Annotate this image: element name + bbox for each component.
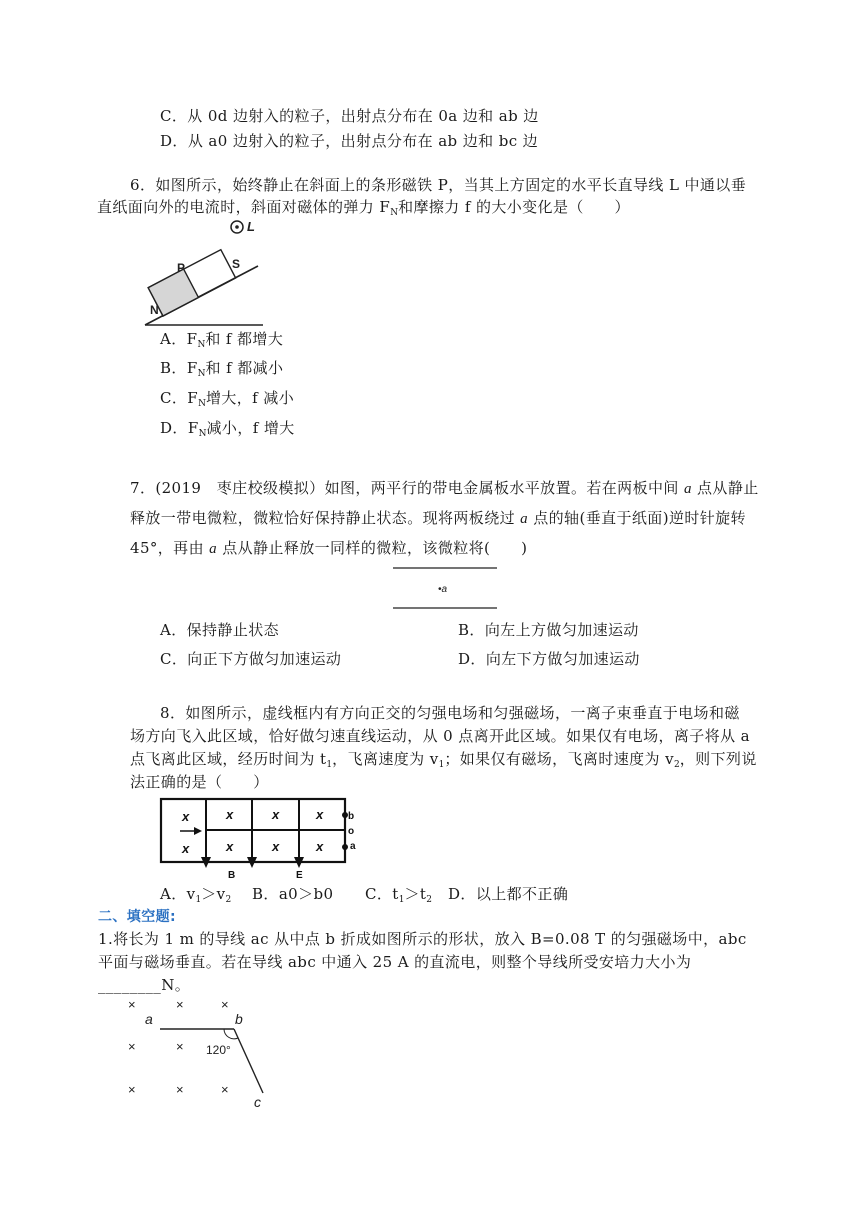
q7-stem-line2: 释放一带电微粒，微粒恰好保持静止状态。现将两板绕过 a 点的轴(垂直于纸面)逆时针旋转 bbox=[130, 509, 746, 527]
q8-label-a: a bbox=[350, 841, 356, 852]
q8-field-x: x bbox=[182, 841, 190, 856]
field-cross: × bbox=[128, 1082, 136, 1097]
wire-angle-label: 120° bbox=[206, 1043, 231, 1057]
q8-option-c: C．$t_1>t_2$ bbox=[365, 885, 433, 905]
q8-label-B: B bbox=[228, 870, 236, 881]
field-cross: × bbox=[176, 1082, 184, 1097]
q8-field-x: x bbox=[272, 839, 280, 854]
q7-stem-line1: 7．(2019 枣庄校级模拟）如图，两平行的带电金属板水平放置。若在两板中间 a 点从静止 bbox=[130, 479, 759, 497]
field-cross: × bbox=[128, 997, 136, 1012]
q8-stem-line1: 8．如图所示，虚线框内有方向正交的匀强电场和匀强磁场，一离子束垂直于电场和磁 bbox=[160, 704, 740, 722]
q7-option-d: D．向左下方做匀加速运动 bbox=[458, 650, 640, 668]
q6-label-L: L bbox=[247, 219, 255, 234]
q8-field-x: x bbox=[226, 839, 234, 854]
field-cross: × bbox=[128, 1039, 136, 1054]
q8-field-x: x bbox=[316, 839, 324, 854]
q6-stem-line2: 直纸面向外的电流时，斜面对磁体的弹力 $F_N$和摩擦力 f 的大小变化是（ ） bbox=[97, 198, 630, 218]
fill-q1-line1: 1.将长为 1 m 的导线 ac 从中点 b 折成如图所示的形状，放入 B=0.08 T 的匀强磁场中，abc bbox=[98, 930, 747, 948]
q8-stem-line4: 法正确的是（ ） bbox=[130, 773, 269, 791]
wire-label-a: a bbox=[145, 1011, 153, 1027]
q7-option-b: B．向左上方做匀加速运动 bbox=[458, 621, 639, 639]
field-cross: × bbox=[221, 997, 229, 1012]
q6-option-c: C．$F_N$增大，f 减小 bbox=[160, 389, 295, 409]
fill-q1-blank: ________N。 bbox=[98, 976, 191, 994]
wire-label-b: b bbox=[235, 1011, 243, 1027]
q8-field-x: x bbox=[226, 807, 234, 822]
fill-q1-line2: 平面与磁场垂直。若在导线 abc 中通入 25 A 的直流电，则整个导线所受安培力大小为 bbox=[98, 953, 692, 971]
q8-label-o: o bbox=[348, 826, 355, 837]
q7-label-a: •a bbox=[438, 584, 448, 595]
q8-option-b: B．a0＞b0 bbox=[252, 885, 334, 903]
wire-label-c: c bbox=[254, 1094, 261, 1110]
q8-label-E: E bbox=[296, 870, 303, 881]
q8-field-x: x bbox=[272, 807, 280, 822]
q6-stem-line1: 6．如图所示，始终静止在斜面上的条形磁铁 P，当其上方固定的水平长直导线 L 中通以垂 bbox=[130, 176, 747, 194]
q6-option-d: D．$F_N$减小，f 增大 bbox=[160, 419, 295, 439]
q6-label-P: P bbox=[177, 261, 186, 275]
q8-stem-line3: 点飞离此区域，经历时间为 $t_1$，飞离速度为 $v_1$；如果仅有磁场，飞离时速度为 $v_2$，则下列说 bbox=[130, 750, 757, 770]
q6-label-S: S bbox=[232, 257, 241, 271]
q8-option-a: A．$v_1>v_2$ bbox=[160, 885, 232, 905]
q7-option-a: A．保持静止状态 bbox=[160, 621, 280, 639]
q5-option-c: C．从 0d 边射入的粒子，出射点分布在 0a 边和 ab 边 bbox=[160, 107, 539, 125]
field-cross: × bbox=[176, 997, 184, 1012]
q6-option-a: A．$F_N$和 f 都增大 bbox=[160, 330, 284, 350]
q7-option-c: C．向正下方做匀加速运动 bbox=[160, 650, 342, 668]
q6-option-b: B．$F_N$和 f 都减小 bbox=[160, 359, 284, 379]
q7-stem-line3: 45°，再由 a 点从静止释放一同样的微粒，该微粒将( ) bbox=[130, 539, 528, 557]
field-cross: × bbox=[221, 1082, 229, 1097]
q8-stem-line2: 场方向飞入此区域，恰好做匀速直线运动，从 0 点离开此区域。如果仅有电场，离子将从 a bbox=[130, 727, 750, 745]
q5-option-d: D．从 a0 边射入的粒子，出射点分布在 ab 边和 bc 边 bbox=[160, 132, 539, 150]
q6-label-N: N bbox=[150, 303, 159, 317]
q8-field-x: x bbox=[316, 807, 324, 822]
q8-field-x: x bbox=[182, 809, 190, 824]
q8-option-d: D．以上都不正确 bbox=[448, 885, 569, 903]
field-cross: × bbox=[176, 1039, 184, 1054]
q8-label-b: b bbox=[348, 811, 355, 822]
section-heading: 二、填空题: bbox=[98, 909, 176, 925]
